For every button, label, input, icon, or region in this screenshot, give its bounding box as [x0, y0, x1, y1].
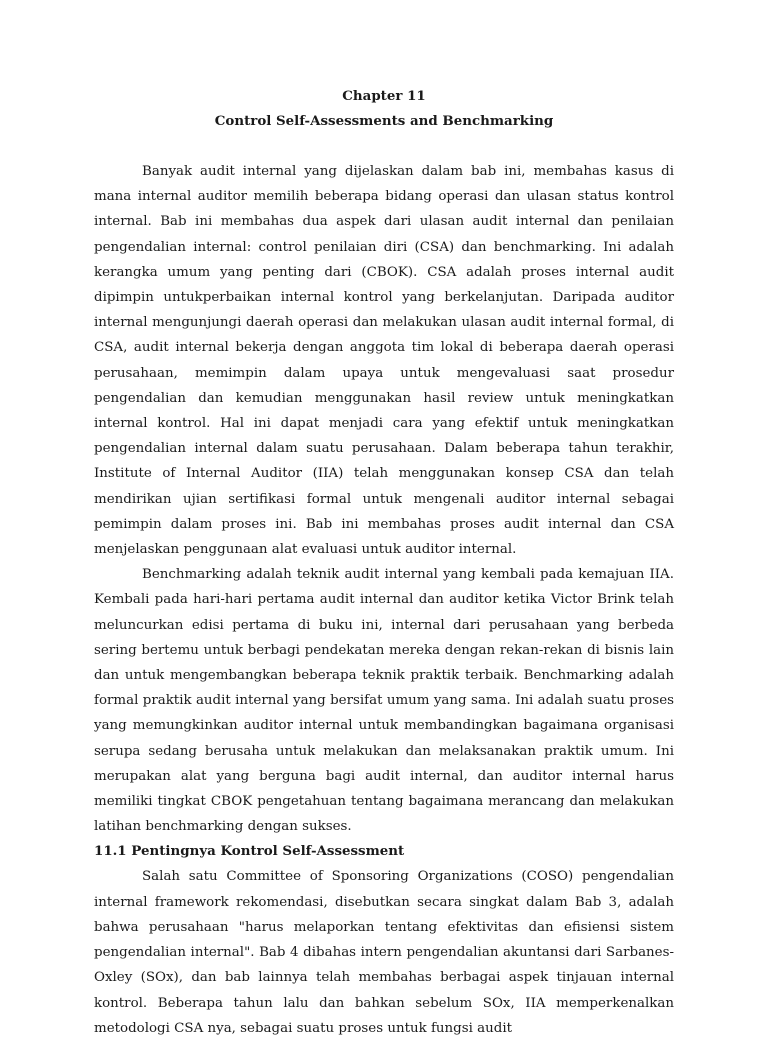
- paragraph-section: Salah satu Committee of Sponsoring Organizations (COSO) pengendalian internal framework rekomendasi, disebutkan secara singkat dalam Bab 3, adalah bahwa perusahaan "harus melaporkan tentang efektivitas dan efisiensi sistem pengendalian internal". Bab 4 dibahas intern pengendalian akuntansi dari Sarbanes-Oxley (SOx), dan bab lainnya telah membahas berbagai aspek tinjauan internal kontrol. Beberapa tahun lalu dan bahkan sebelum SOx, IIA memperkenalkan metodologi CSA nya, sebagai suatu proses untuk fungsi audit: [94, 869, 674, 1036]
- chapter-label: Chapter 11: [342, 88, 426, 104]
- page-content: [94, 84, 674, 1041]
- paragraph-intro: Banyak audit internal yang dijelaskan dalam bab ini, membahas kasus di mana internal auditor memilih beberapa bidang operasi dan ulasan status kontrol internal. Bab ini membahas dua aspek dari ulasan audit internal dan penilaian pengendalian internal: control penilaian diri (CSA) dan benchmarking. Ini adalah kerangka umum yang penting dari (CBOK). CSA adalah proses internal audit dipimpin untukperbaikan internal kontrol yang berkelanjutan. Daripada auditor internal mengunjungi daerah operasi dan melakukan ulasan audit internal formal, di CSA, audit internal bekerja dengan anggota tim lokal di beberapa daerah operasi perusahaan, memimpin dalam upaya untuk mengevaluasi saat prosedur pengendalian dan kemudian menggunakan hasil review untuk meningkatkan internal kontrol. Hal ini dapat menjadi cara yang efektif untuk meningkatkan pengendalian internal dalam suatu perusahaan. Dalam beberapa tahun terakhir, Institute of Internal Auditor (IIA) telah menggunakan konsep CSA dan telah mendirikan ujian sertifikasi formal untuk mengenali auditor internal sebagai pemimpin dalam proses ini. Bab ini membahas proses audit internal dan CSA menjelaskan penggunaan alat evaluasi untuk auditor internal.: [94, 164, 674, 558]
- chapter-title: Control Self-Assessments and Benchmarking: [214, 113, 554, 129]
- section-heading: 11.1 Pentingnya Kontrol Self-Assessment: [94, 843, 405, 860]
- paragraph-benchmarking: Benchmarking adalah teknik audit internal yang kembali pada kemajuan IIA. Kembali pada hari-hari pertama audit internal dan auditor ketika Victor Brink telah meluncurkan edisi pertama di buku ini, internal dari perusahaan yang berbeda sering bertemu untuk berbagi pendekatan mereka dengan rekan-rekan di bisnis lain dan untuk mengembangkan beberapa teknik praktik terbaik. Benchmarking adalah formal praktik audit internal yang bersifat umum yang sama. Ini adalah suatu proses yang memungkinkan auditor internal untuk membandingkan bagaimana organisasi serupa sedang berusaha untuk melakukan dan melaksanakan praktik umum. Ini merupakan alat yang berguna bagi audit internal, dan auditor internal harus memiliki tingkat CBOK pengetahuan tentang bagaimana merancang dan melakukan latihan benchmarking dengan sukses.: [94, 567, 674, 835]
